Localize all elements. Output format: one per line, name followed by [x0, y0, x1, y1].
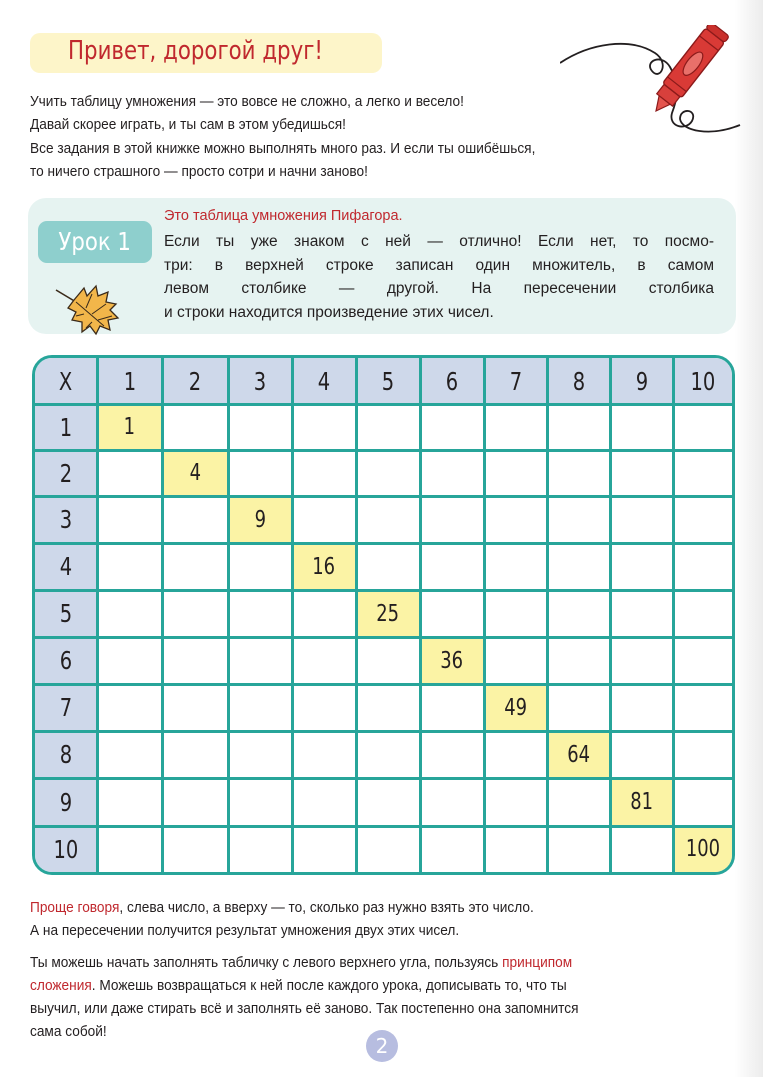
table-cell[interactable] — [673, 496, 732, 543]
table-cell[interactable] — [547, 450, 610, 496]
row-header-value: 8 — [59, 740, 73, 769]
column-header — [484, 358, 547, 404]
column-header-value: 10 — [690, 366, 715, 396]
page-number: 2 — [366, 1030, 398, 1062]
column-header — [610, 358, 673, 404]
grid-line — [609, 358, 612, 872]
table-cell[interactable] — [356, 404, 420, 450]
table-cell[interactable] — [484, 450, 547, 496]
table-cell[interactable] — [97, 684, 162, 731]
intro-line: Давай скорее играть, и ты сам в этом убедишься! — [30, 116, 346, 134]
table-cell[interactable] — [420, 404, 484, 450]
table-cell[interactable] — [420, 543, 484, 590]
row-header-value: 6 — [59, 646, 73, 675]
intro-line: то ничего страшного — просто сотри и начни заново! — [30, 162, 368, 180]
column-header-value: 1 — [123, 366, 136, 396]
outro-line: выучил, или даже стирать всё и заполнять её заново. Так постепенно она запомнится — [30, 1000, 579, 1018]
table-cell[interactable] — [356, 778, 420, 826]
table-cell[interactable] — [484, 543, 547, 590]
lesson-line: три: в верхней строке записан один множитель, в самом — [164, 256, 714, 274]
grid-line — [96, 358, 99, 872]
table-cell[interactable] — [292, 684, 356, 731]
row-header — [35, 778, 97, 826]
grid-line — [419, 358, 422, 872]
grid-line — [35, 777, 732, 780]
table-cell[interactable] — [673, 404, 732, 450]
table-cell[interactable] — [97, 496, 162, 543]
table-cell[interactable] — [673, 590, 732, 637]
grid-line — [672, 358, 675, 872]
table-cell[interactable] — [420, 778, 484, 826]
column-header-value: 9 — [635, 366, 648, 396]
table-cell[interactable] — [484, 731, 547, 778]
row-header-value: 1 — [59, 412, 73, 442]
diagonal-cell-value: 64 — [567, 741, 590, 768]
row-header — [35, 404, 97, 450]
column-header-value: 7 — [509, 366, 522, 396]
table-cell[interactable] — [610, 496, 673, 543]
table-cell[interactable] — [673, 637, 732, 684]
grid-line — [35, 542, 732, 545]
outro-text-part: . Можешь возвращаться к ней после каждого урока, дописывать то, что ты — [91, 976, 567, 994]
table-cell[interactable] — [484, 590, 547, 637]
column-header — [292, 358, 356, 404]
intro-text — [30, 90, 710, 183]
row-header-value: 9 — [59, 787, 73, 817]
diagonal-cell-value: 25 — [376, 600, 400, 627]
table-cell[interactable] — [292, 450, 356, 496]
grid-line — [35, 589, 732, 592]
table-cell[interactable] — [356, 826, 420, 872]
table-cell[interactable] — [673, 731, 732, 778]
table-cell[interactable] — [228, 590, 292, 637]
column-header-value: 3 — [253, 366, 267, 396]
table-cell[interactable] — [292, 731, 356, 778]
outro-line — [30, 974, 669, 997]
table-cell[interactable] — [547, 590, 610, 637]
column-header-value: 8 — [572, 366, 585, 396]
row-header-value: 3 — [59, 505, 73, 534]
table-cell[interactable] — [292, 496, 356, 543]
diagonal-cell[interactable] — [547, 731, 610, 778]
grid-line — [291, 358, 294, 872]
row-header — [35, 826, 97, 872]
table-cell[interactable] — [547, 826, 610, 872]
row-header — [35, 590, 97, 637]
outro-text — [30, 896, 740, 1044]
table-cell[interactable] — [356, 496, 420, 543]
table-cell[interactable] — [610, 684, 673, 731]
table-cell[interactable] — [356, 684, 420, 731]
lesson-line: Если ты уже знаком с ней — отлично! Если нет, то посмо- — [164, 233, 714, 250]
grid-line — [483, 358, 486, 872]
table-cell[interactable] — [610, 404, 673, 450]
table-cell[interactable] — [484, 496, 547, 543]
table-cell[interactable] — [356, 637, 420, 684]
table-cell[interactable] — [228, 404, 292, 450]
row-header — [35, 731, 97, 778]
row-header — [35, 496, 97, 543]
grid-line — [546, 358, 549, 872]
page-title: Привет, дорогой друг! — [68, 36, 323, 66]
diagonal-cell-value: 36 — [440, 647, 464, 674]
highlight-phrase: принципом — [502, 953, 573, 971]
table-cell[interactable] — [484, 826, 547, 872]
outro-text-part: Ты можешь начать заполнять табличку с левого верхнего угла, пользуясь — [30, 953, 503, 971]
row-header-value: 7 — [59, 693, 73, 722]
table-cell[interactable] — [484, 778, 547, 826]
grid-line — [35, 636, 732, 639]
diagonal-cell-value: 9 — [254, 506, 266, 533]
row-header — [35, 543, 97, 590]
outro-line: А на пересечении получится результат умножения двух этих чисел. — [30, 922, 460, 940]
diagonal-cell[interactable] — [673, 826, 732, 872]
grid-line — [35, 825, 732, 828]
leaf-icon — [54, 280, 124, 336]
table-cell[interactable] — [547, 637, 610, 684]
column-header-value: 6 — [445, 366, 459, 396]
table-cell[interactable] — [162, 684, 228, 731]
table-cell[interactable] — [162, 496, 228, 543]
grid-line — [161, 358, 164, 872]
table-cell[interactable] — [292, 590, 356, 637]
table-cell[interactable] — [97, 826, 162, 872]
table-cell[interactable] — [292, 826, 356, 872]
table-cell[interactable] — [484, 637, 547, 684]
table-cell[interactable] — [228, 778, 292, 826]
row-header — [35, 450, 97, 496]
table-cell[interactable] — [420, 496, 484, 543]
table-cell[interactable] — [228, 450, 292, 496]
table-cell[interactable] — [292, 404, 356, 450]
table-cell[interactable] — [547, 684, 610, 731]
column-header — [162, 358, 228, 404]
diagonal-cell-value: 1 — [123, 414, 136, 440]
outro-line — [30, 896, 669, 919]
lesson-body — [164, 230, 714, 324]
column-header-value: 4 — [317, 366, 331, 396]
table-cell[interactable] — [610, 543, 673, 590]
table-cell[interactable] — [228, 543, 292, 590]
table-cell[interactable] — [228, 826, 292, 872]
diagonal-cell-value: 4 — [189, 460, 201, 486]
table-cell[interactable] — [228, 731, 292, 778]
table-cell[interactable] — [610, 637, 673, 684]
outro-line: сама собой! — [30, 1023, 107, 1041]
row-header — [35, 684, 97, 731]
table-cell[interactable] — [292, 637, 356, 684]
diagonal-cell[interactable] — [97, 404, 162, 450]
table-cell[interactable] — [420, 826, 484, 872]
table-cell[interactable] — [97, 543, 162, 590]
table-cell[interactable] — [484, 404, 547, 450]
lesson-badge-label: Урок 1 — [58, 227, 132, 256]
grid-line — [355, 358, 358, 872]
table-cell[interactable] — [610, 450, 673, 496]
intro-line: Все задания в этой книжке можно выполнять много раз. И если ты ошибёшься, — [30, 139, 536, 157]
diagonal-cell[interactable] — [228, 496, 292, 543]
column-header-value: 5 — [381, 366, 395, 396]
table-cell[interactable] — [97, 731, 162, 778]
table-cell[interactable] — [162, 637, 228, 684]
table-cell[interactable] — [610, 826, 673, 872]
table-cell[interactable] — [356, 450, 420, 496]
table-cell[interactable] — [610, 590, 673, 637]
diagonal-cell-value: 81 — [630, 789, 653, 815]
table-cell[interactable] — [162, 543, 228, 590]
table-cell[interactable] — [97, 590, 162, 637]
grid-line — [35, 730, 732, 733]
highlight-phrase: сложения — [30, 976, 92, 994]
highlight-phrase: Проще говоря — [30, 899, 120, 916]
row-header-value: 2 — [59, 458, 73, 488]
diagonal-cell[interactable] — [292, 543, 356, 590]
table-cell[interactable] — [547, 496, 610, 543]
row-header-value: 4 — [59, 552, 73, 581]
grid-line — [35, 449, 732, 452]
table-cell[interactable] — [673, 450, 732, 496]
lesson-line: левом столбике — другой. На пересечении столбика — [164, 280, 714, 297]
column-header — [356, 358, 420, 404]
table-cell[interactable] — [228, 684, 292, 731]
table-cell[interactable] — [162, 826, 228, 872]
diagonal-cell[interactable] — [420, 637, 484, 684]
lesson-title: Это таблица умножения Пифагора. — [164, 208, 403, 224]
diagonal-cell[interactable] — [162, 450, 228, 496]
table-corner-cell — [35, 358, 97, 404]
table-cell[interactable] — [162, 778, 228, 826]
column-header — [673, 358, 732, 404]
table-cell[interactable] — [420, 731, 484, 778]
table-cell[interactable] — [547, 778, 610, 826]
table-cell[interactable] — [547, 404, 610, 450]
outro-line — [30, 951, 669, 974]
table-cell[interactable] — [97, 637, 162, 684]
intro-line: Учить таблицу умножения — это вовсе не сложно, а легко и весело! — [30, 93, 464, 110]
table-corner-cell-value: X — [59, 366, 73, 396]
table-cell[interactable] — [162, 404, 228, 450]
diagonal-cell[interactable] — [610, 778, 673, 826]
table-cell[interactable] — [420, 450, 484, 496]
row-header-value: 10 — [53, 834, 79, 864]
table-cell[interactable] — [228, 637, 292, 684]
table-cell[interactable] — [97, 450, 162, 496]
table-cell[interactable] — [292, 778, 356, 826]
diagonal-cell[interactable] — [356, 590, 420, 637]
grid-line — [227, 358, 230, 872]
column-header — [420, 358, 484, 404]
table-cell[interactable] — [356, 731, 420, 778]
grid-line — [35, 403, 732, 406]
column-header — [97, 358, 162, 404]
multiplication-table — [32, 355, 735, 875]
grid-line — [35, 495, 732, 498]
lesson-line: и строки находится произведение этих чисел. — [164, 303, 494, 321]
row-header-value: 5 — [59, 599, 73, 628]
diagonal-cell-value: 16 — [312, 553, 336, 580]
table-cell[interactable] — [420, 590, 484, 637]
table-cell[interactable] — [673, 543, 732, 590]
grid-line — [35, 683, 732, 686]
diagonal-cell-value: 100 — [685, 836, 720, 862]
table-cell[interactable] — [420, 684, 484, 731]
diagonal-cell[interactable] — [484, 684, 547, 731]
table-cell[interactable] — [162, 590, 228, 637]
outro-text-part: , слева число, а вверху — то, сколько раз нужно взять это число. — [119, 899, 534, 916]
diagonal-cell-value: 49 — [504, 694, 527, 721]
column-header — [547, 358, 610, 404]
table-cell[interactable] — [97, 778, 162, 826]
row-header — [35, 637, 97, 684]
column-header-value: 2 — [188, 366, 202, 396]
table-cell[interactable] — [162, 731, 228, 778]
column-header — [228, 358, 292, 404]
table-cell[interactable] — [610, 731, 673, 778]
table-cell[interactable] — [673, 778, 732, 826]
table-cell[interactable] — [673, 684, 732, 731]
table-cell[interactable] — [356, 543, 420, 590]
table-cell[interactable] — [547, 543, 610, 590]
